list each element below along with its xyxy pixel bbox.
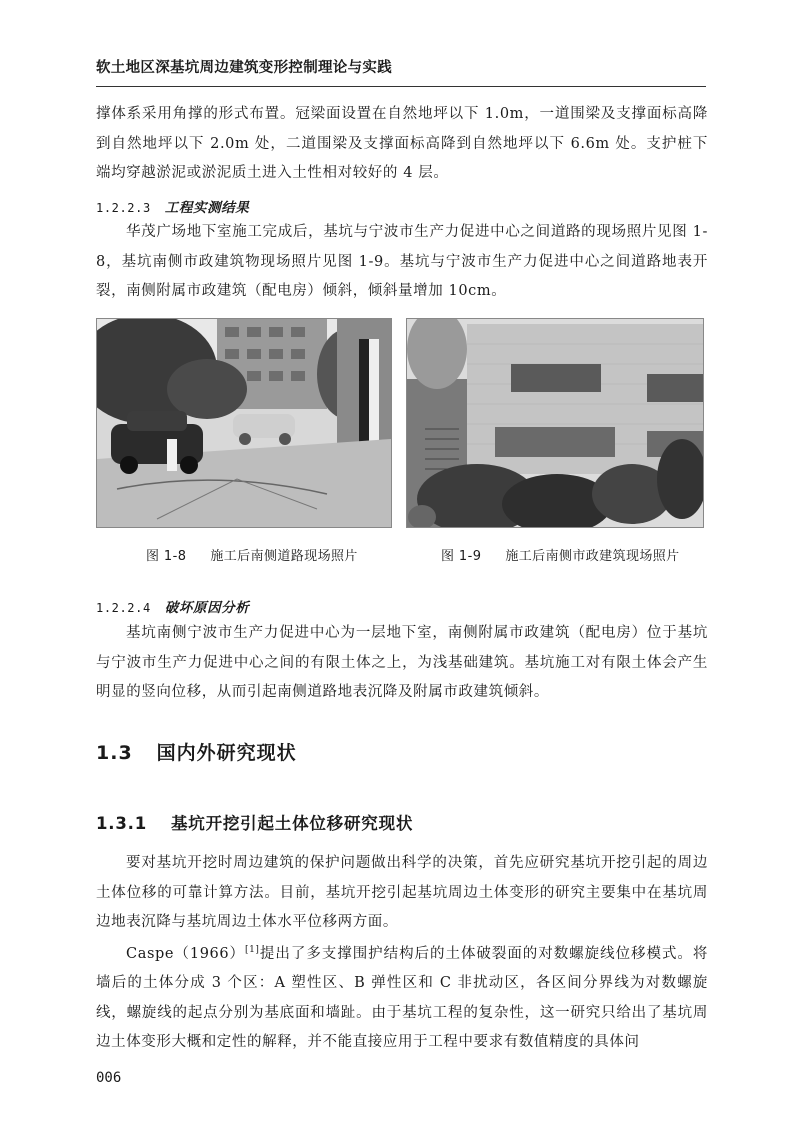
section-heading-1-3-1	[96, 810, 413, 834]
running-header: 软土地区深基坑周边建筑变形控制理论与实践	[96, 60, 392, 76]
figure-1-8-caption	[146, 545, 358, 564]
citation-lead: Caspe（1966）	[126, 945, 245, 962]
section-number: 1.3	[96, 742, 133, 764]
reference-marker: [1]	[245, 945, 260, 955]
figure-caption-text: 施工后南侧市政建筑现场照片	[505, 549, 680, 564]
figure-number: 图 1-9	[441, 549, 482, 564]
figure-1-8-photo	[96, 318, 392, 528]
page-number: 006	[96, 1070, 122, 1086]
paragraph-3: 基坑南侧宁波市生产力促进中心为一层地下室，南侧附属市政建筑（配电房）位于基坑与宁波市生产力促进中心之间的有限土体之上，为浅基础建筑。基坑施工对有限土体会产生明显的竖向位移，从而引起南侧道路地表沉降及附属市政建筑倾斜。	[96, 625, 708, 700]
paragraph-5	[96, 936, 708, 1058]
section-title: 国内外研究现状	[156, 742, 297, 764]
paragraph-1: 撑体系采用角撑的形式布置。冠梁面设置在自然地坪以下 1.0m，一道围梁及支撑面标高降到自然地坪以下 2.0m 处，二道围梁及支撑面标高降到自然地坪以下 6.6m 处。支护桩下端均穿越淤泥或淤泥质土进入土性相对较好的 4 层。	[96, 106, 708, 181]
figure-caption-text: 施工后南侧道路现场照片	[210, 549, 358, 564]
subsection-number: 1.2.2.4	[96, 601, 151, 615]
paragraph-2: 华茂广场地下室施工完成后，基坑与宁波市生产力促进中心之间道路的现场照片见图 1-8，基坑南侧市政建筑物现场照片见图 1-9。基坑与宁波市生产力促进中心之间道路地表开裂，南侧附属市政建筑（配电房）倾斜，倾斜量增加 10cm。	[96, 224, 708, 299]
figure-number: 图 1-8	[146, 549, 187, 564]
section-heading-1-3	[96, 738, 297, 765]
figure-1-9-caption	[441, 545, 680, 564]
road-scene-illustration	[97, 319, 391, 527]
subsection-number: 1.2.2.3	[96, 201, 151, 215]
header-rule	[96, 86, 706, 87]
section-title: 基坑开挖引起土体位移研究现状	[170, 814, 414, 833]
subsection-title: 破坏原因分析	[164, 600, 250, 616]
paragraph-4: 要对基坑开挖时周边建筑的保护问题做出科学的决策，首先应研究基坑开挖引起的周边土体位移的可靠计算方法。目前，基坑开挖引起基坑周边土体变形的研究主要集中在基坑周边地表沉降与基坑周边土体水平位移两方面。	[96, 855, 708, 930]
section-number: 1.3.1	[96, 814, 147, 833]
subsection-1-2-2-4	[96, 596, 249, 616]
subsection-1-2-2-3	[96, 196, 249, 216]
paragraph-5-text: 提出了多支撑围护结构后的土体破裂面的对数螺旋线位移模式。将墙后的土体分成 3 个区：A 塑性区、B 弹性区和 C 非扰动区，各区间分界线为对数螺旋线，螺旋线的起点分别为基底面和墙趾。由于基坑工程的复杂性，这一研究只给出了基坑周边土体变形大概和定性的解释，并不能直接应用于工程中要求有数值精度的具体问	[96, 945, 708, 1051]
building-scene-illustration	[407, 319, 703, 527]
figure-1-9-photo	[406, 318, 704, 528]
subsection-title: 工程实测结果	[164, 200, 250, 216]
